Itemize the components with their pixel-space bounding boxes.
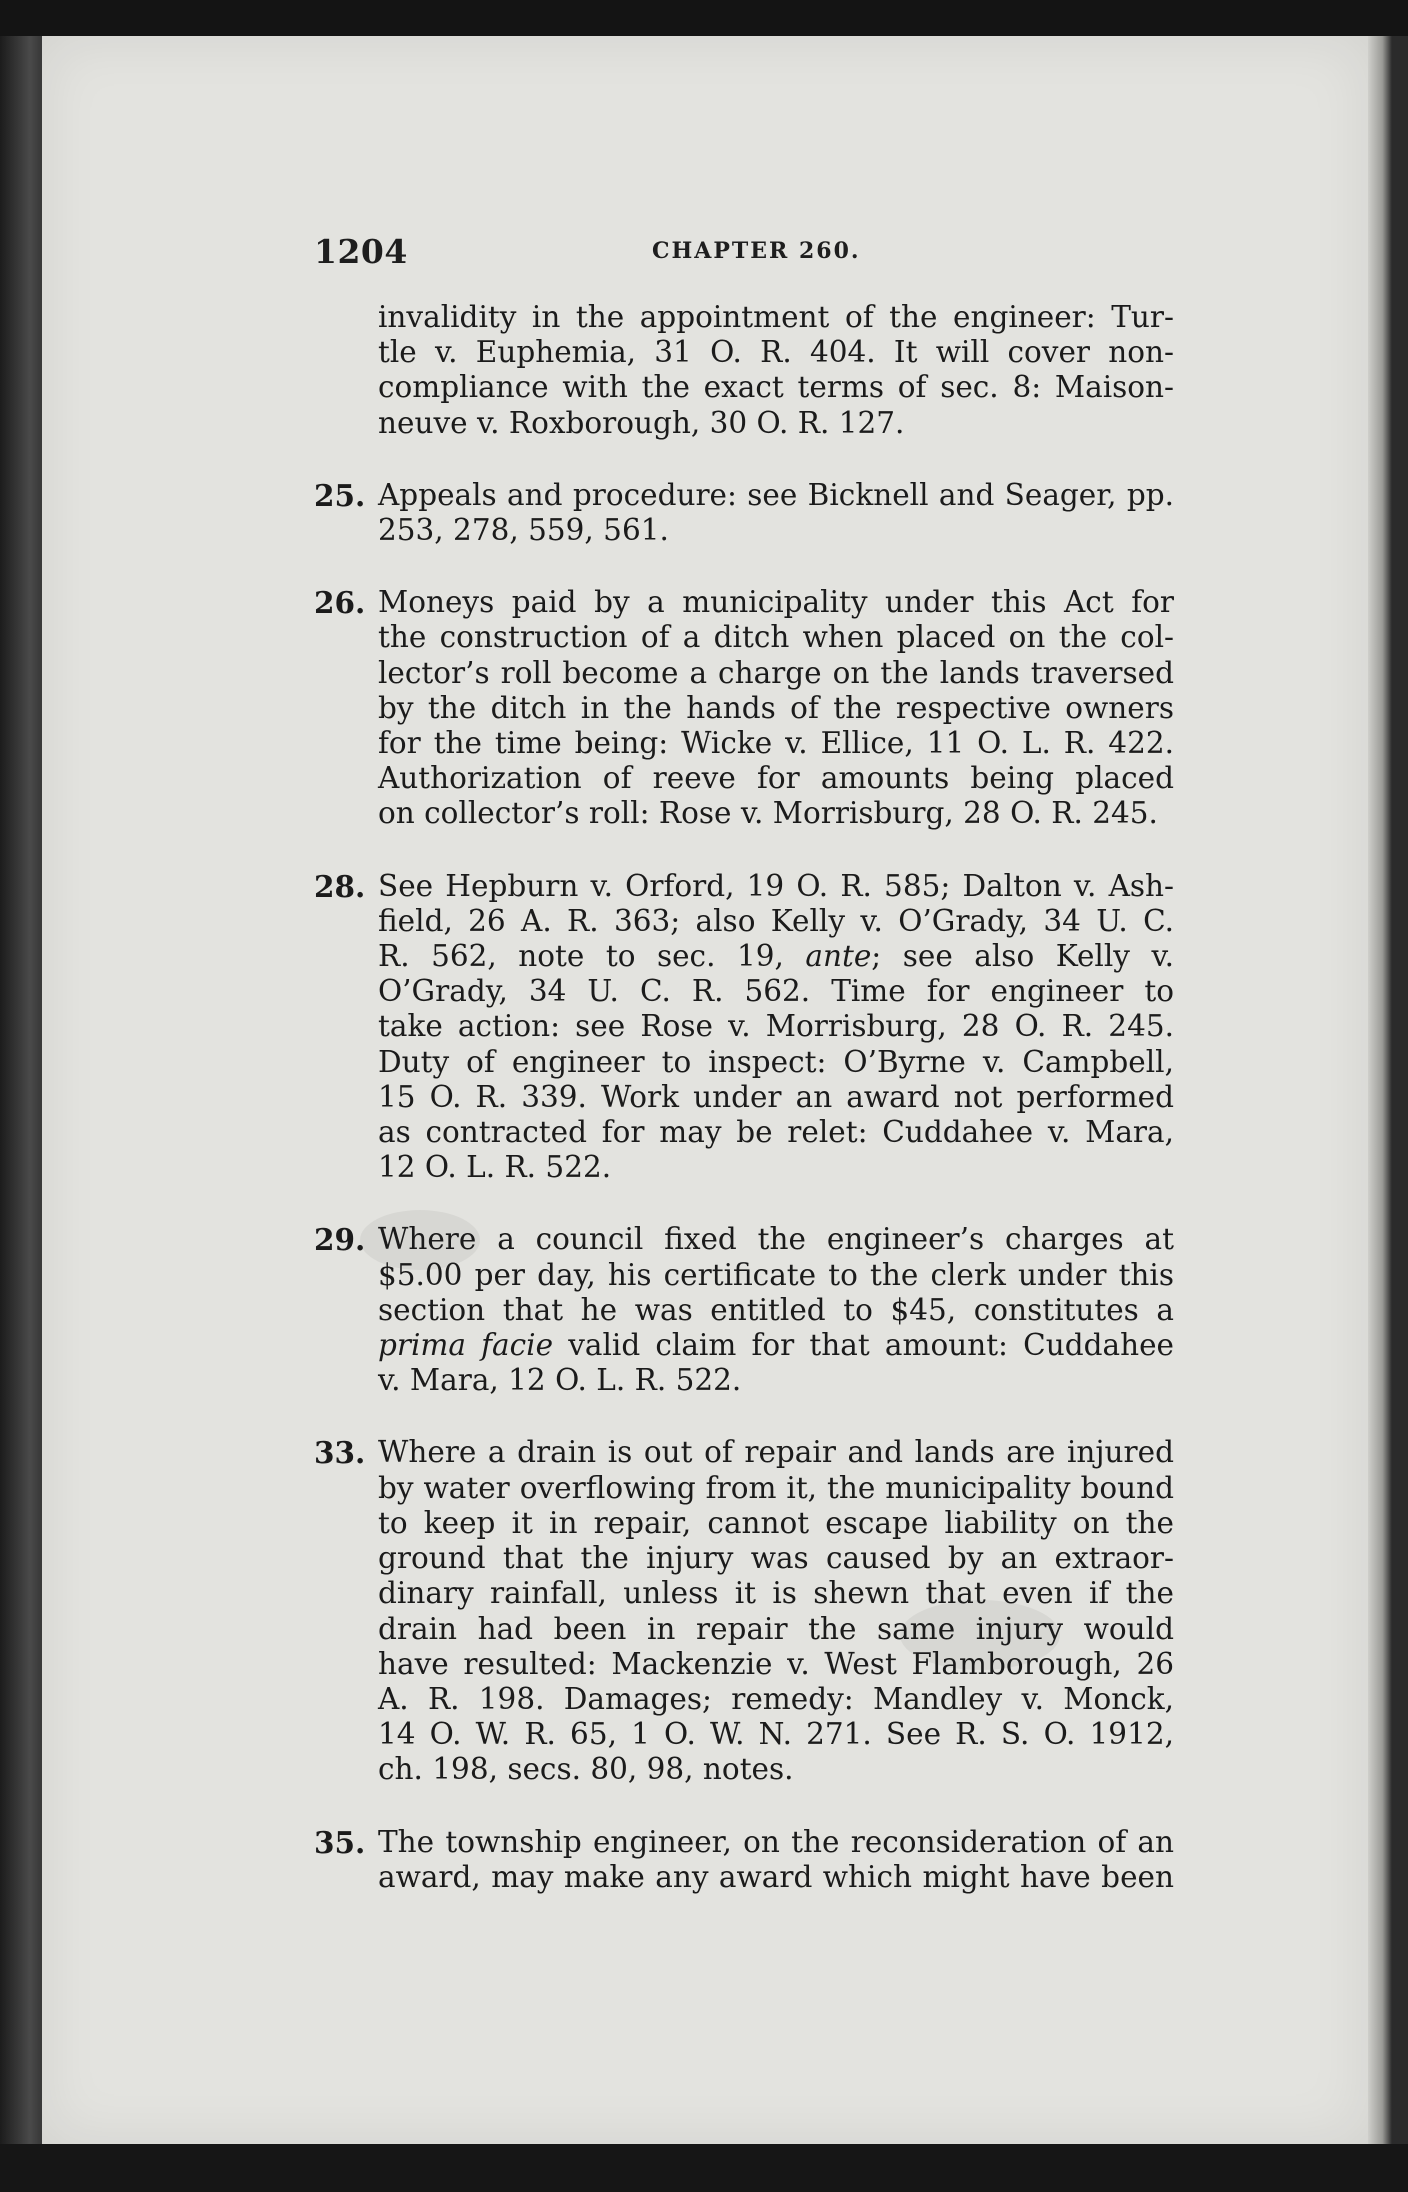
text-line: neuve v. Roxborough, 30 O. R. 127. [378,405,905,440]
note-number: 28. [314,868,366,904]
text-line: Appeals and procedure: see Bicknell and Seager, pp. [378,477,1174,512]
note-33 [314,1435,1174,1787]
text-line: section that he was entitled to $45, constitutes a [378,1292,1174,1327]
text-line: for the time being: Wicke v. Ellice, 11 O. L. R. 422. [378,726,1174,761]
text-line: v. Mara, 12 O. L. R. 522. [378,1363,742,1398]
page-number: 1204 [314,232,408,271]
note-25 [314,478,1174,548]
scan-bottom-border [0,2144,1408,2192]
text-line: ground that the injury was caused by an extraor- [378,1541,1174,1576]
text-line: Moneys paid by a municipality under this Act for [378,585,1174,620]
note-number: 26. [314,585,366,621]
text-line: Where a council fixed the engineer’s charges at [378,1222,1174,1257]
text-line: 15 O. R. 339. Work under an award not performed [378,1079,1174,1114]
text-line: compliance with the exact terms of sec. 8: Maison- [378,370,1174,405]
text-line: O’Grady, 34 U. C. R. 562. Time for engineer to [378,974,1174,1009]
note-number: 33. [314,1435,366,1471]
text-line: by the ditch in the hands of the respective owners [378,690,1174,725]
text-line: 14 O. W. R. 65, 1 O. W. N. 271. See R. S. O. 1912, [378,1717,1174,1752]
annotation-text [314,300,1174,1895]
text-line: by water overflowing from it, the municipality bound [378,1470,1174,1505]
text-line: 253, 278, 559, 561. [378,513,669,548]
text-line: Authorization of reeve for amounts being placed [378,761,1174,796]
text-line: lector’s roll become a charge on the lands traversed [378,655,1174,690]
text-line: $5.00 per day, his certificate to the clerk under this [378,1257,1174,1292]
text-line: tle v. Euphemia, 31 O. R. 404. It will cover non- [378,335,1174,370]
page-edge [1368,36,1392,2144]
text-line: Duty of engineer to inspect: O’Byrne v. Campbell, [378,1044,1174,1079]
text-line: 12 O. L. R. 522. [378,1150,612,1185]
text-line: A. R. 198. Damages; remedy: Mandley v. Monck, [378,1681,1174,1716]
note-28 [314,869,1174,1186]
text-line: dinary rainfall, unless it is shewn that even if the [378,1576,1174,1611]
text-line: ch. 198, secs. 80, 98, notes. [378,1752,794,1787]
scan-top-border [0,0,1408,36]
text-line: the construction of a ditch when placed on the col- [378,620,1174,655]
page-header [314,228,1174,278]
text-line: Where a drain is out of repair and lands are injured [378,1435,1174,1470]
text-line: prima facie valid claim for that amount: Cuddahee [378,1328,1174,1363]
text-line: See Hepburn v. Orford, 19 O. R. 585; Dalton v. Ash- [378,868,1174,903]
text-line: field, 26 A. R. 363; also Kelly v. O’Grady, 34 U. C. [378,903,1174,938]
text-line: as contracted for may be relet: Cuddahee v. Mara, [378,1115,1174,1150]
text-line: invalidity in the appointment of the engineer: Tur- [378,300,1174,334]
note-continuation [314,300,1174,441]
note-35 [314,1825,1174,1895]
text-line: R. 562, note to sec. 19, ante; see also Kelly v. [378,939,1174,974]
note-number: 29. [314,1222,366,1258]
running-head: CHAPTER 260. [652,238,861,264]
text-line: The township engineer, on the reconsideration of an [378,1824,1174,1859]
text-line: drain had been in repair the same injury would [378,1611,1174,1646]
note-29 [314,1222,1174,1398]
note-number: 25. [314,477,366,513]
text-line: have resulted: Mackenzie v. West Flamborough, 26 [378,1646,1174,1681]
text-line: to keep it in repair, cannot escape liability on the [378,1505,1174,1540]
note-number: 35. [314,1824,366,1860]
text-line: award, may make any award which might have been [378,1859,1174,1894]
note-26 [314,585,1174,831]
text-line: on collector’s roll: Rose v. Morrisburg, 28 O. R. 245. [378,796,1158,831]
text-line: take action: see Rose v. Morrisburg, 28 O. R. 245. [378,1009,1174,1044]
